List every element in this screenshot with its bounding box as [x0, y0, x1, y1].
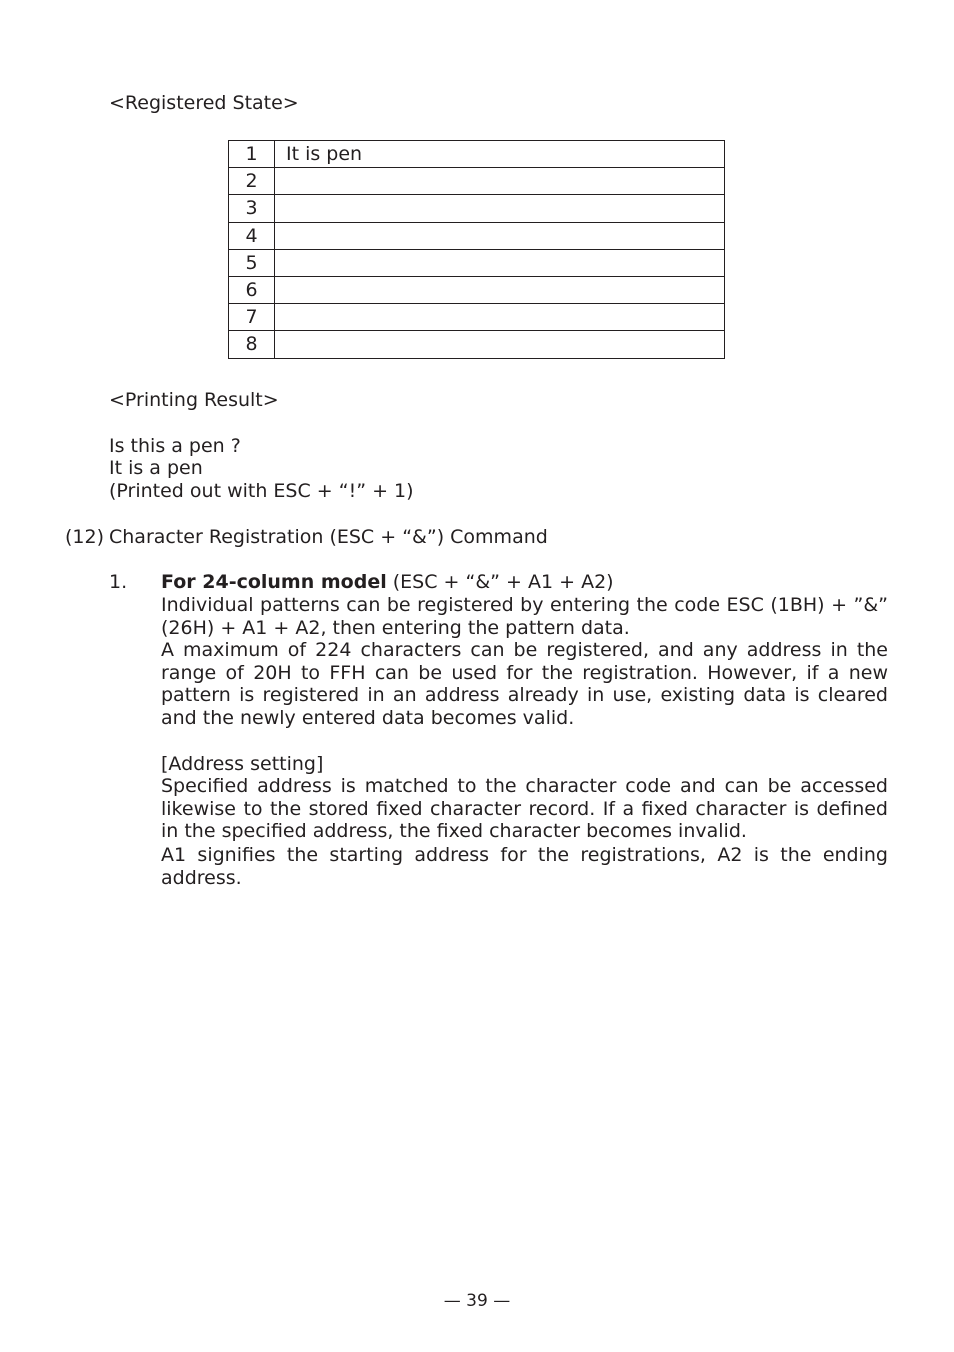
row-text: It is pen [275, 141, 725, 168]
table-row [229, 276, 725, 303]
section-title: Character Registration (ESC + “&”) Command [109, 526, 548, 548]
printing-result-heading: <Printing Result> [109, 389, 279, 411]
row-number: 7 [229, 304, 275, 331]
row-text [275, 249, 725, 276]
section-number: (12) [65, 526, 105, 548]
row-number: 4 [229, 222, 275, 249]
row-number: 2 [229, 168, 275, 195]
row-text [275, 222, 725, 249]
row-number: 1 [229, 141, 275, 168]
table-row [229, 168, 725, 195]
row-text [275, 276, 725, 303]
item-title-bold: For 24-column model [161, 571, 387, 593]
row-number: 5 [229, 249, 275, 276]
page-number: — 39 — [443, 1291, 511, 1311]
item-title-rest: (ESC + “&” + A1 + A2) [386, 571, 614, 593]
item-paragraph-4: A1 signifies the starting address for the registrations, A2 is the ending address. [161, 844, 888, 889]
table-row [229, 141, 725, 168]
table-row [229, 331, 725, 358]
item-title [161, 571, 614, 594]
table-row [229, 195, 725, 222]
row-number: 3 [229, 195, 275, 222]
row-text [275, 304, 725, 331]
printing-result-line: Is this a pen ? [109, 435, 241, 457]
row-text [275, 168, 725, 195]
row-number: 6 [229, 276, 275, 303]
registered-state-heading: <Registered State> [109, 92, 299, 114]
printing-result-line: It is a pen [109, 457, 203, 479]
item-number: 1. [109, 571, 128, 593]
item-paragraph-1: Individual patterns can be registered by entering the code ESC (1BH) + ”&” (26H) + A1 + A2, then entering the pattern data. [161, 594, 888, 639]
row-text [275, 331, 725, 358]
table-row [229, 249, 725, 276]
registered-state-table [228, 140, 725, 359]
table-row [229, 304, 725, 331]
address-setting-heading: [Address setting] [161, 753, 324, 775]
row-text [275, 195, 725, 222]
row-number: 8 [229, 331, 275, 358]
item-paragraph-2: A maximum of 224 characters can be registered, and any address in the range of 20H to FFH can be used for the registration. However, if a new pattern is registered in an address already in use, existing data is cleared and the newly entered data becomes valid. [161, 639, 888, 730]
printing-result-line: (Printed out with ESC + “!” + 1) [109, 480, 414, 502]
table-row [229, 222, 725, 249]
item-paragraph-3: Specified address is matched to the character code and can be accessed likewise to the stored fixed character record. If a fixed character is defined in the specified address, the fixed character becomes invalid. [161, 775, 888, 843]
